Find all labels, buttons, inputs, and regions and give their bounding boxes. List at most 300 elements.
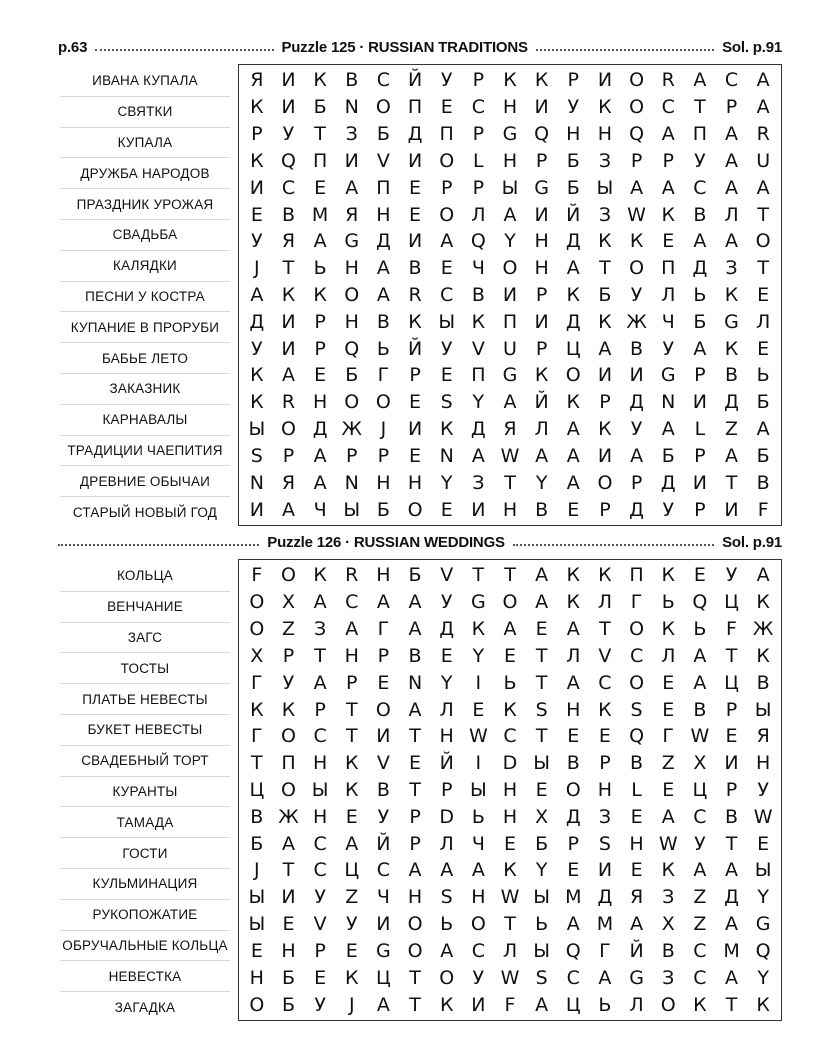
grid-letter: Ы [343, 498, 361, 521]
grid-letter: Т [504, 913, 516, 936]
word-list-item: КУЛЬМИНАЦИЯ [60, 869, 230, 900]
grid-letter: К [250, 149, 264, 172]
grid-letter: Т [504, 471, 516, 494]
grid-letter: Ц [565, 993, 581, 1016]
grid-letter: О [249, 993, 265, 1016]
grid-letter: З [472, 471, 485, 494]
grid-letter: А [313, 471, 327, 494]
grid-letter: S [630, 698, 643, 721]
grid-letter: Ж [341, 418, 362, 441]
grid-letter: К [345, 752, 359, 775]
grid-letter: А [566, 257, 580, 280]
grid-letter: Е [314, 966, 327, 989]
page-number: p.63 [58, 38, 88, 56]
grid-letter: Н [312, 805, 328, 828]
grid-letter: Н [471, 886, 486, 909]
grid-letter: А [725, 859, 739, 882]
grid-letter: И [376, 725, 391, 748]
grid-letter: Р [694, 498, 706, 521]
grid-letter: Л [756, 310, 771, 333]
grid-letter: Р [472, 176, 485, 199]
grid-letter: В [725, 805, 739, 828]
grid-letter: Р [314, 337, 326, 360]
grid-letter: У [630, 418, 643, 441]
grid-letter: П [692, 123, 708, 146]
grid-letter: А [661, 805, 675, 828]
grid-letter: Т [314, 123, 326, 146]
grid-letter: О [344, 283, 360, 306]
grid-letter: G [502, 364, 518, 387]
grid-letter: З [598, 805, 612, 828]
grid-letter: О [755, 230, 771, 253]
grid-letter: К [250, 391, 264, 414]
grid-letter: Ь [376, 337, 390, 360]
grid-letter: Н [376, 471, 391, 494]
grid-letter: R [281, 391, 296, 414]
grid-letter: U [756, 149, 771, 172]
grid-letter: В [566, 752, 580, 775]
grid-letter: Ц [692, 778, 708, 801]
grid-letter: J [254, 257, 260, 280]
grid-letter: С [313, 859, 327, 882]
grid-letter: Я [629, 886, 644, 909]
grid-letter: Н [344, 644, 359, 667]
word-list [60, 66, 230, 528]
puzzle-125-header [58, 36, 782, 58]
grid-letter: Е [503, 644, 516, 667]
grid-letter: Б [756, 444, 770, 467]
grid-letter: Y [504, 230, 516, 253]
grid-letter: Е [757, 832, 770, 855]
grid-letter: О [502, 257, 518, 280]
grid-letter: К [566, 564, 581, 587]
grid-letter: А [725, 966, 739, 989]
grid-letter: У [725, 564, 738, 587]
grid-letter: А [471, 859, 485, 882]
word-list-item: КУРАНТЫ [60, 777, 230, 808]
grid-letter: О [344, 391, 360, 414]
grid-letter: Т [345, 698, 358, 721]
grid-letter: Т [345, 725, 358, 748]
grid-letter: V [440, 564, 454, 587]
grid-letter: А [535, 993, 549, 1016]
grid-letter: А [281, 498, 295, 521]
grid-letter: У [757, 778, 769, 801]
grid-letter: Р [251, 123, 263, 146]
grid-letter: И [471, 993, 486, 1016]
grid-letter: О [249, 591, 265, 614]
grid-letter: F [504, 993, 516, 1016]
grid-letter: О [439, 966, 455, 989]
grid-letter: G [629, 966, 644, 989]
grid-letter: W [500, 886, 520, 909]
grid-letter: Е [503, 832, 516, 855]
grid-letter: К [566, 283, 581, 306]
grid-letter: Г [251, 671, 263, 694]
grid-letter: Q [344, 337, 360, 360]
grid-letter: Й [629, 939, 644, 962]
grid-letter: Е [630, 859, 643, 882]
grid-letter: А [566, 913, 580, 936]
grid-letter: О [280, 778, 296, 801]
grid-letter: О [407, 913, 423, 936]
grid-letter: Q [565, 939, 581, 962]
grid-letter: N [661, 391, 676, 414]
word-list [60, 561, 230, 1023]
grid-letter: Е [757, 283, 770, 306]
grid-letter: У [345, 913, 358, 936]
grid-letter: N [344, 96, 359, 119]
grid-letter: А [566, 444, 580, 467]
grid-letter: У [472, 966, 485, 989]
grid-letter: Ь [598, 993, 612, 1016]
grid-letter: О [629, 618, 645, 641]
grid-letter: Н [281, 939, 296, 962]
grid-letter: А [535, 564, 549, 587]
grid-letter: В [250, 805, 264, 828]
word-list-item: БАБЬЕ ЛЕТО [60, 343, 230, 374]
grid-letter: Р [630, 149, 643, 172]
grid-letter: Б [693, 310, 707, 333]
dotted-leader [95, 49, 273, 51]
grid-letter: К [250, 364, 264, 387]
grid-letter: Д [692, 257, 708, 280]
grid-letter: G [755, 913, 771, 936]
grid-letter: Z [281, 618, 295, 641]
grid-letter: Д [629, 498, 644, 521]
grid-letter: А [313, 230, 327, 253]
grid-letter: N [344, 471, 359, 494]
grid-letter: А [725, 444, 739, 467]
grid-letter: F [726, 618, 737, 641]
grid-letter: Н [629, 832, 644, 855]
grid-letter: К [345, 966, 359, 989]
grid-letter: Y [440, 671, 453, 694]
grid-letter: С [345, 591, 359, 614]
grid-letter: Н [502, 96, 518, 119]
grid-letter: F [251, 564, 263, 587]
grid-letter: Е [598, 725, 611, 748]
grid-letter: Б [376, 498, 390, 521]
grid-letter: Ж [752, 618, 774, 641]
grid-letter: Ь [503, 671, 517, 694]
grid-letter: А [313, 591, 327, 614]
grid-letter: Л [502, 939, 518, 962]
word-list-item: ИВАНА КУПАЛА [60, 66, 230, 97]
grid-letter: И [281, 886, 296, 909]
grid-letter: Т [694, 96, 706, 119]
grid-letter: Е [409, 752, 422, 775]
grid-letter: Л [439, 698, 454, 721]
grid-letter: N [439, 444, 454, 467]
grid-letter: М [596, 913, 614, 936]
grid-letter: И [249, 176, 264, 199]
grid-letter: С [566, 966, 580, 989]
grid-letter: Б [566, 149, 580, 172]
word-list-item: СВАДЬБА [60, 220, 230, 251]
grid-letter: Z [725, 418, 739, 441]
grid-letter: Р [346, 671, 358, 694]
grid-letter: К [598, 698, 612, 721]
grid-letter: А [313, 671, 327, 694]
grid-letter: К [503, 859, 517, 882]
word-list-item: ВЕНЧАНИЕ [60, 592, 230, 623]
solution-page: Sol. p.91 [722, 38, 783, 56]
grid-letter: Л [566, 644, 581, 667]
grid-letter: Ь [693, 618, 707, 641]
grid-letter: Е [250, 939, 263, 962]
word-list-item: КУПАЛА [60, 128, 230, 159]
grid-letter: В [535, 498, 549, 521]
grid-letter: О [629, 96, 645, 119]
grid-letter: О [407, 498, 423, 521]
grid-letter: Z [661, 752, 675, 775]
grid-letter: Р [282, 644, 295, 667]
grid-letter: S [598, 832, 611, 855]
grid-letter: V [376, 149, 390, 172]
grid-letter: Д [470, 418, 486, 441]
solution-page: Sol. p.91 [722, 533, 782, 551]
word-list-item: ТАМАДА [60, 807, 230, 838]
puzzle-126-header [58, 531, 782, 553]
grid-letter: I [475, 752, 482, 775]
grid-letter: Л [629, 993, 644, 1016]
grid-letter: П [312, 149, 328, 172]
grid-letter: Д [249, 310, 265, 333]
grid-letter: Н [439, 725, 454, 748]
grid-letter: Р [599, 498, 611, 521]
grid-letter: Y [472, 391, 485, 414]
grid-letter: Е [345, 939, 358, 962]
grid-letter: О [375, 698, 391, 721]
grid-letter: У [630, 283, 643, 306]
grid-letter: К [281, 698, 296, 721]
grid-letter: А [408, 591, 422, 614]
grid-letter: Б [566, 176, 580, 199]
grid-letter: Н [597, 123, 613, 146]
word-list-item: БУКЕТ НЕВЕСТЫ [60, 715, 230, 746]
grid-letter: С [693, 805, 707, 828]
grid-letter: Е [662, 230, 675, 253]
grid-letter: О [502, 591, 518, 614]
grid-letter: Н [566, 123, 581, 146]
grid-letter: Х [661, 913, 675, 936]
grid-letter: С [724, 69, 739, 92]
grid-letter: И [281, 337, 296, 360]
grid-letter: G [534, 176, 549, 199]
grid-letter: А [503, 618, 517, 641]
grid-letter: А [725, 149, 739, 172]
word-list-item: КУПАНИЕ В ПРОРУБИ [60, 312, 230, 343]
grid-letter: Т [757, 203, 769, 226]
grid-letter: А [408, 698, 422, 721]
grid-letter: W [690, 725, 710, 748]
grid-letter: Ь [535, 913, 549, 936]
grid-letter: Т [409, 966, 421, 989]
grid-letter: Р [725, 778, 738, 801]
grid-letter: Е [757, 337, 770, 360]
grid-letter: В [661, 939, 675, 962]
grid-letter: М [565, 886, 582, 909]
grid-letter: В [693, 698, 707, 721]
word-list-item: СВАДЕБНЫЙ ТОРТ [60, 746, 230, 777]
grid-letter: Ж [626, 310, 647, 333]
grid-letter: W [500, 966, 520, 989]
grid-letter: Х [693, 752, 707, 775]
puzzle-126 [58, 559, 782, 1021]
grid-letter: А [250, 283, 264, 306]
grid-letter: Е [377, 671, 390, 694]
grid-letter: А [693, 230, 707, 253]
grid-letter: Ц [344, 859, 360, 882]
grid-letter: А [725, 176, 739, 199]
grid-letter: Е [409, 444, 422, 467]
grid-letter: З [345, 123, 358, 146]
grid-letter: Г [377, 364, 390, 387]
grid-letter: А [630, 913, 644, 936]
grid-letter: А [376, 993, 390, 1016]
grid-letter: О [439, 203, 455, 226]
grid-letter: Ы [469, 778, 487, 801]
grid-letter: Н [566, 698, 581, 721]
grid-letter: Ы [311, 778, 329, 801]
grid-letter: А [376, 591, 390, 614]
grid-letter: Л [471, 203, 486, 226]
grid-letter: О [249, 618, 265, 641]
grid-letter: Ы [248, 886, 266, 909]
grid-letter: К [408, 310, 422, 333]
grid-letter: К [439, 993, 454, 1016]
grid-letter: Ц [724, 671, 739, 694]
grid-letter: Я [345, 203, 359, 226]
grid-letter: R [408, 283, 422, 306]
grid-letter: В [693, 203, 707, 226]
grid-letter: Ж [278, 805, 299, 828]
grid-letter: К [471, 618, 486, 641]
grid-letter: З [662, 886, 675, 909]
grid-letter: G [344, 230, 360, 253]
grid-letter: Т [725, 832, 738, 855]
grid-letter: Д [724, 391, 739, 414]
grid-letter: У [314, 886, 326, 909]
grid-letter: Z [345, 886, 359, 909]
grid-letter: Е [409, 391, 422, 414]
grid-letter: Я [503, 418, 517, 441]
grid-letter: Б [281, 966, 295, 989]
grid-letter: Ы [533, 886, 551, 909]
grid-letter: D [439, 805, 455, 828]
word-list-item: ПЛАТЬЕ НЕВЕСТЫ [60, 684, 230, 715]
grid-letter: Р [377, 444, 390, 467]
grid-letter: С [693, 176, 707, 199]
grid-letter: Б [313, 96, 327, 119]
grid-letter: Р [599, 752, 611, 775]
grid-letter: Н [407, 471, 423, 494]
grid-letter: К [345, 778, 359, 801]
grid-letter: Ы [248, 913, 266, 936]
grid-letter: К [598, 310, 612, 333]
grid-letter: А [376, 283, 390, 306]
grid-letter: К [503, 69, 517, 92]
grid-letter: Д [629, 391, 644, 414]
grid-letter: I [475, 671, 482, 694]
grid-letter: Y [535, 859, 548, 882]
grid-letter: Д [565, 230, 581, 253]
grid-letter: Ы [533, 752, 551, 775]
grid-letter: К [661, 203, 675, 226]
grid-letter: Т [472, 564, 485, 587]
grid-letter: И [692, 471, 707, 494]
grid-letter: А [281, 832, 295, 855]
grid-letter: W [627, 203, 646, 226]
grid-letter: Й [407, 337, 423, 360]
word-list-item: ДРУЖБА НАРОДОВ [60, 158, 230, 189]
grid-letter: И [597, 69, 613, 92]
grid-letter: Р [694, 364, 706, 387]
grid-letter: Т [282, 859, 295, 882]
grid-letter: Р [567, 832, 580, 855]
grid-letter: А [725, 123, 739, 146]
grid-letter: Ч [313, 498, 327, 521]
grid-letter: К [756, 993, 770, 1016]
grid-letter: К [566, 391, 581, 414]
grid-letter: Р [535, 149, 548, 172]
grid-letter: К [566, 591, 581, 614]
grid-letter: G [660, 364, 676, 387]
grid-letter: А [408, 859, 422, 882]
grid-letter: А [471, 444, 485, 467]
grid-letter: О [439, 149, 455, 172]
grid-letter: Е [535, 778, 548, 801]
puzzle-title: Puzzle 126 · RUSSIAN WEDDINGS [267, 533, 505, 551]
grid-letter: Е [472, 698, 485, 721]
grid-letter: Р [535, 283, 548, 306]
grid-letter: И [692, 391, 707, 414]
word-list-item: КАЛЯДКИ [60, 251, 230, 282]
grid-letter: А [756, 418, 770, 441]
word-list-item: КОЛЬЦА [60, 561, 230, 592]
grid-letter: С [693, 939, 707, 962]
grid-letter: В [376, 310, 390, 333]
grid-letter: Ы [501, 176, 519, 199]
grid-letter: У [282, 671, 295, 694]
grid-letter: Й [407, 69, 423, 92]
grid-letter: Р [314, 698, 326, 721]
grid-letter: О [375, 391, 391, 414]
grid-letter: С [629, 644, 644, 667]
grid-letter: К [313, 564, 327, 587]
grid-letter: А [756, 564, 770, 587]
grid-letter: R [345, 564, 359, 587]
grid-letter: У [662, 498, 675, 521]
grid-letter: Г [377, 618, 390, 641]
grid-letter: О [470, 913, 486, 936]
grid-letter: Р [725, 698, 738, 721]
grid-letter: А [693, 859, 707, 882]
grid-letter: Н [756, 752, 771, 775]
grid-letter: Р [694, 444, 706, 467]
grid-letter: Ч [376, 886, 390, 909]
grid-letter: Н [534, 230, 549, 253]
grid-letter: Р [630, 471, 643, 494]
grid-letter: И [724, 498, 739, 521]
grid-letter: А [725, 230, 739, 253]
grid-letter: И [629, 364, 644, 387]
grid-letter: А [630, 444, 644, 467]
grid-letter: О [375, 96, 391, 119]
grid-letter: Ц [376, 966, 391, 989]
grid-letter: Ц [724, 591, 739, 614]
